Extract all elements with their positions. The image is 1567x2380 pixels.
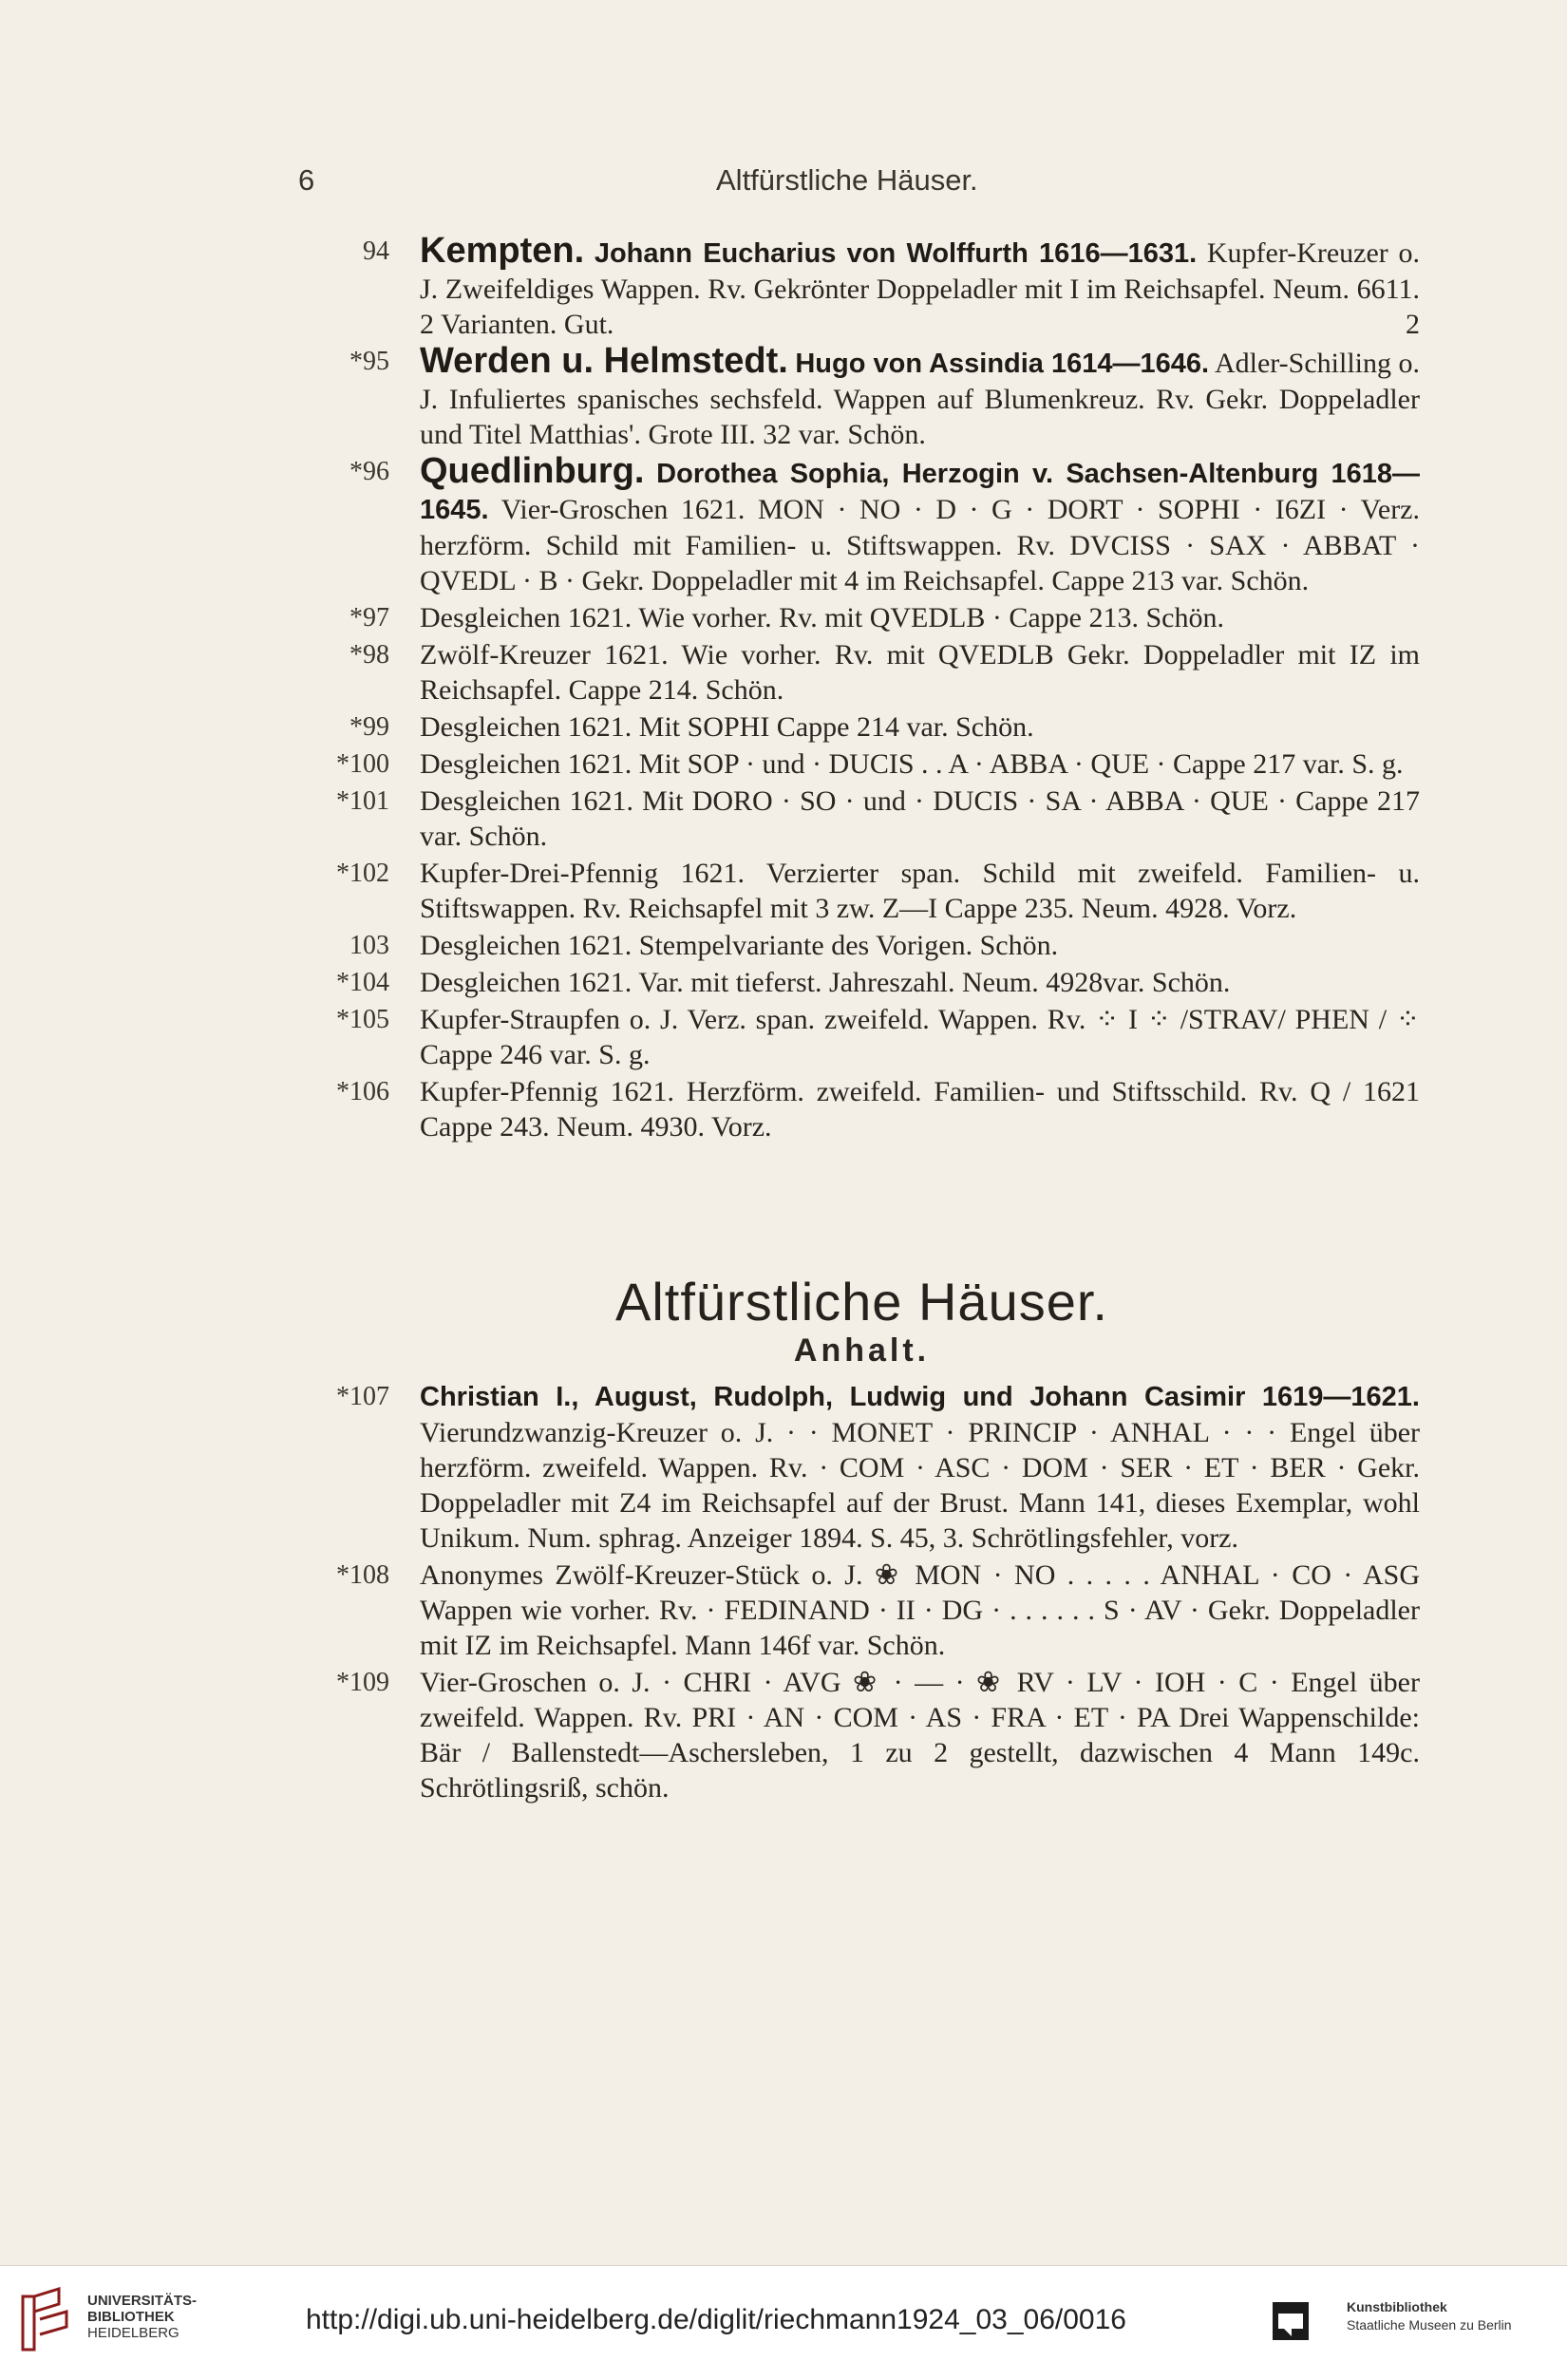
entry-rest: Desgleichen 1621. Mit SOPHI Cappe 214 var. Schön. (420, 711, 1034, 743)
entry-text (420, 600, 1420, 635)
catalog-entry (304, 341, 1420, 452)
library-line-3: HEIDELBERG (87, 2325, 179, 2341)
entry-text (420, 746, 1420, 782)
catalog-entry (304, 1379, 1420, 1556)
entry-text (420, 965, 1420, 1000)
entry-number: 103 (349, 931, 389, 960)
entry-text (420, 1665, 1420, 1805)
library-line-2: BIBLIOTHEK (87, 2309, 175, 2325)
entry-text (420, 709, 1420, 745)
partner-line-1: Kunstbibliothek (1347, 2299, 1447, 2314)
entry-rest: Desgleichen 1621. Mit DORO · SO · und · DUCIS · SA · ABBA · QUE · Cappe 217 var. Schön. (420, 785, 1420, 852)
entry-number: *105 (336, 1005, 389, 1034)
entry-text (420, 1379, 1420, 1556)
catalog-entry (304, 928, 1420, 963)
entry-value: 2 (1406, 309, 1420, 340)
library-line-1: UNIVERSITÄTS- (87, 2293, 198, 2309)
entry-number: *106 (336, 1077, 389, 1106)
catalog-entry (304, 1074, 1420, 1144)
entry-number: *100 (336, 749, 389, 779)
entry-rest: Kupfer-Kreuzer o. J. Zweifeldiges Wappen. Rv. Gekrönter Doppeladler mit I im Reichsapfel. Neum. 6611. 2 Varianten. Gut. (420, 237, 1421, 340)
entry-rest: Kupfer-Straupfen o. J. Verz. span. zweifeld. Wappen. Rv. ⁘ I ⁘ /STRAV/ PHEN / ⁘ Cappe 246 var. S. g. (420, 1004, 1420, 1070)
running-title: Altfürstliche Häuser. (716, 163, 978, 197)
entry-number: *101 (336, 786, 389, 816)
entry-number: *97 (349, 603, 389, 633)
entry-number: *109 (336, 1668, 389, 1697)
entry-text (420, 928, 1420, 963)
catalog-entry (304, 600, 1420, 635)
entry-rest: Vier-Groschen o. J. · CHRI · AVG ❀ · — · ❀ RV · LV · IOH · C · Engel über zweifeld. Wappen. Rv. PRI · AN · COM · AS · FRA · ET · PA Drei Wappenschilde: Bär / Ballenstedt—Aschersleben, 1 zu 2 gestellt, dazwischen 4 Mann 149c. Schrötlingsriß, schön. (420, 1667, 1420, 1804)
entry-rest: Vierundzwanzig-Kreuzer o. J. · · MONET · PRINCIP · ANHAL · · · Engel über herzförm. zweifeld. Wappen. Rv. · COM · ASC · DOM · SER · ET · BER · Gekr. Doppeladler mit Z4 im Reichsapfel auf der Brust. Mann 141, dieses Exemplar, wohl Unikum. Num. sphrag. Anzeiger 1894. S. 45, 3. Schrötlingsfehler, vorz. (420, 1417, 1420, 1554)
entry-number: *98 (349, 640, 389, 670)
entry-rest: Kupfer-Pfennig 1621. Herzförm. zweifeld. Familien- und Stiftsschild. Rv. Q / 1621 Cappe 243. Neum. 4930. Vorz. (420, 1076, 1420, 1143)
catalog-entry (304, 784, 1420, 854)
university-library-name (87, 2293, 197, 2341)
entry-text (420, 856, 1420, 926)
entry-lead: Dorothea Sophia, Herzogin v. Sachsen-Altenburg 1618—1645. (420, 459, 1420, 525)
partner-name (1347, 2298, 1512, 2334)
entry-number: 94 (363, 236, 389, 266)
entry-text (420, 1074, 1420, 1144)
entry-rest: Anonymes Zwölf-Kreuzer-Stück o. J. ❀ MON · NO . . . . . ANHAL · CO · ASG Wappen wie vorher. Rv. · FEDINAND · II · DG · . . . . . . S · AV · Gekr. Doppeladler mit IZ im Reichsapfel. Mann 146f var. Schön. (420, 1559, 1420, 1661)
university-library-logo-icon (17, 2287, 76, 2355)
catalog-entry (304, 709, 1420, 745)
entry-head: Quedlinburg. (420, 451, 645, 491)
entry-rest: Desgleichen 1621. Mit SOP · und · DUCIS . . A · ABBA · QUE · Cappe 217 var. S. g. (420, 748, 1404, 780)
permalink-url[interactable]: http://digi.ub.uni-heidelberg.de/diglit/riechmann1924_03_06/0016 (306, 2304, 1126, 2335)
catalog-entry (304, 637, 1420, 708)
page-header (294, 163, 1425, 205)
catalog-entry (304, 856, 1420, 926)
entry-rest: Desgleichen 1621. Wie vorher. Rv. mit QVEDLB · Cappe 213. Schön. (420, 602, 1224, 633)
entry-number: *95 (349, 347, 389, 376)
entry-number: *108 (336, 1560, 389, 1590)
entry-rest: Adler-Schilling o. J. Infuliertes spanisches sechsfeld. Wappen auf Blumenkreuz. Rv. Gekr. Doppeladler und Titel Matthias'. Grote III. 32 var. Schön. (420, 348, 1420, 450)
entry-rest: Vier-Groschen 1621. MON · NO · D · G · DORT · SOPHI · I6ZI · Verz. herzförm. Schild mit Familien- u. Stiftswappen. Rv. DVCISS · SAX · ABBAT · QVEDL · B · Gekr. Doppeladler mit 4 im Reichsapfel. Cappe 213 var. Schön. (420, 494, 1420, 596)
catalog-entry (304, 1002, 1420, 1072)
catalog-entry (304, 1558, 1420, 1663)
entry-number: *99 (349, 712, 389, 742)
catalog-entry (304, 746, 1420, 782)
entry-text (420, 1002, 1420, 1072)
entry-lead: Christian I., August, Rudolph, Ludwig und Johann Casimir 1619—1621. (420, 1382, 1420, 1412)
catalog-entry (304, 965, 1420, 1000)
kunstbibliothek-logo-icon (1271, 2300, 1311, 2342)
entry-text (420, 231, 1421, 342)
page-number: 6 (298, 163, 315, 197)
entry-lead: Johann Eucharius von Wolffurth 1616—1631. (594, 238, 1198, 269)
entry-text (420, 1558, 1420, 1663)
entry-text (420, 341, 1420, 452)
entry-head: Werden u. Helmstedt. (420, 341, 788, 381)
catalog-entries (304, 231, 1421, 1146)
catalog-entries-anhalt (304, 1379, 1420, 1807)
viewer-footer (0, 2265, 1567, 2380)
entry-lead: Hugo von Assindia 1614—1646. (795, 349, 1210, 379)
entry-number: *96 (349, 457, 389, 486)
entry-rest: Desgleichen 1621. Var. mit tieferst. Jahreszahl. Neum. 4928var. Schön. (420, 967, 1231, 998)
catalog-entry (304, 231, 1421, 342)
section-subtitle: Anhalt. (793, 1332, 931, 1369)
section-title: Altfürstliche Häuser. (615, 1272, 1108, 1332)
entry-head: Kempten. (420, 231, 585, 271)
entry-number: *104 (336, 968, 389, 997)
entry-number: *102 (336, 859, 389, 888)
entry-text (420, 784, 1420, 854)
partner-line-2: Staatliche Museen zu Berlin (1347, 2317, 1512, 2333)
entry-text (420, 451, 1420, 598)
catalog-entry (304, 451, 1420, 598)
catalog-entry (304, 1665, 1420, 1805)
entry-text (420, 637, 1420, 708)
entry-rest: Desgleichen 1621. Stempelvariante des Vorigen. Schön. (420, 930, 1059, 961)
entry-rest: Zwölf-Kreuzer 1621. Wie vorher. Rv. mit QVEDLB Gekr. Doppeladler mit IZ im Reichsapfel. Cappe 214. Schön. (420, 639, 1420, 706)
entry-rest: Kupfer-Drei-Pfennig 1621. Verzierter span. Schild mit zweifeld. Familien- u. Stiftswappen. Rv. Reichsapfel mit 3 zw. Z—I Cappe 235. Neum. 4928. Vorz. (420, 858, 1420, 924)
entry-number: *107 (336, 1382, 389, 1411)
